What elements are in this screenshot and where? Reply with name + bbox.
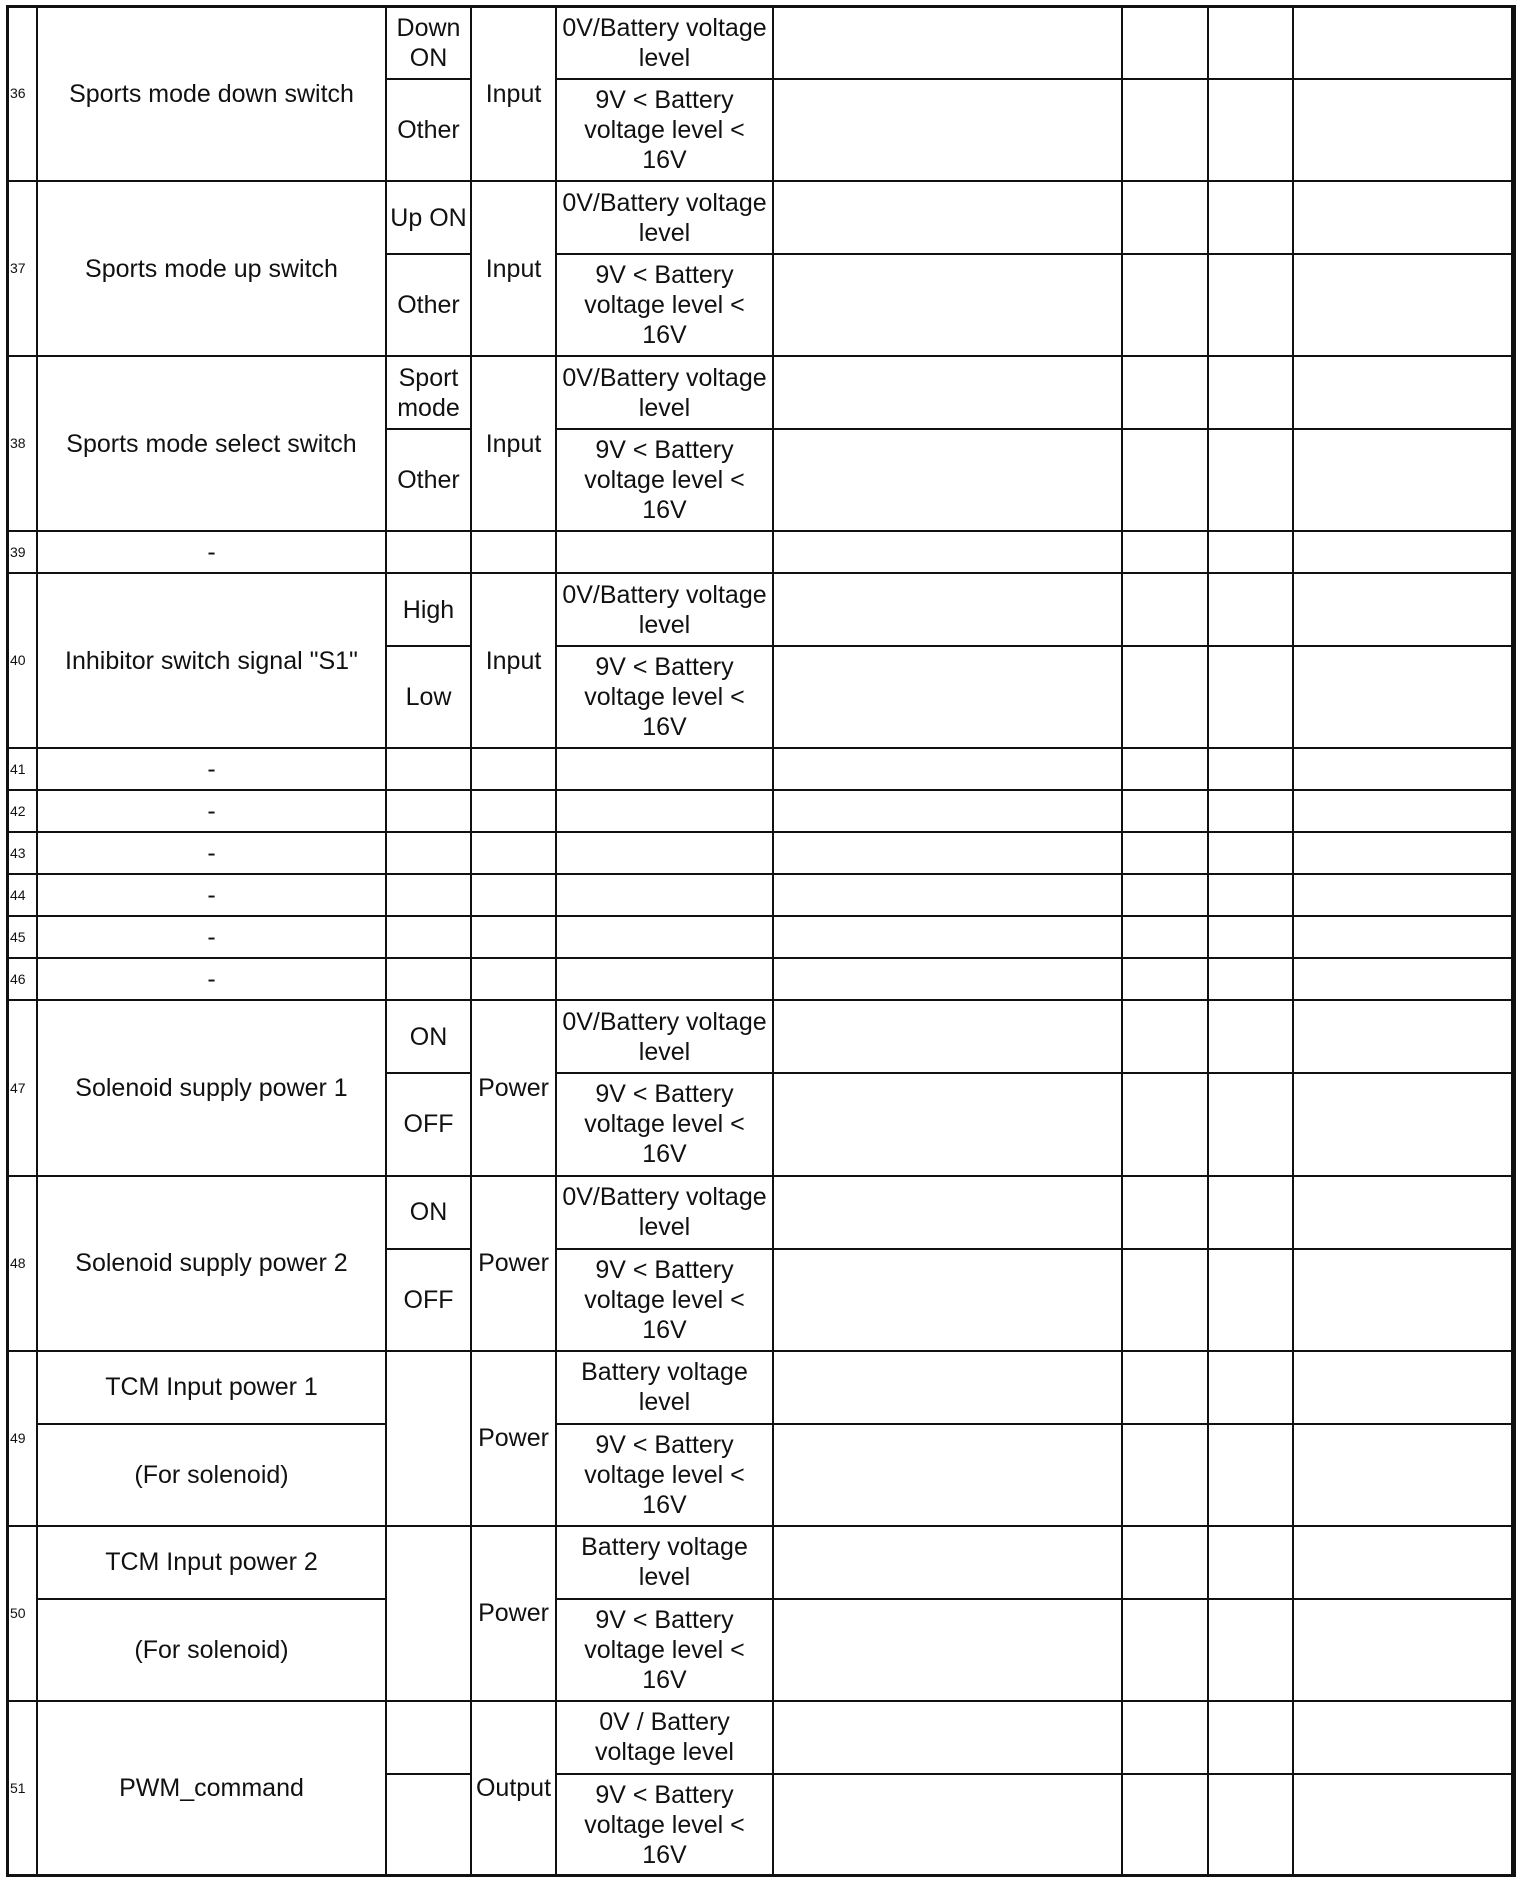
empty-cell: [1208, 916, 1293, 958]
empty-cell: [1293, 79, 1515, 181]
terminal-description: Solenoid supply power 1: [37, 1000, 386, 1175]
empty-cell: [1122, 573, 1208, 646]
empty-cell: [1208, 181, 1293, 254]
empty-cell: [773, 1249, 1122, 1351]
empty-cell: [1122, 1526, 1208, 1599]
voltage-level: 9V < Battery voltage level < 16V: [556, 254, 773, 356]
empty-cell: [1122, 79, 1208, 181]
terminal-number: 43: [7, 832, 37, 874]
condition-cell: Other: [386, 254, 471, 356]
voltage-level: 9V < Battery voltage level < 16V: [556, 646, 773, 748]
empty-cell: [773, 646, 1122, 748]
empty-cell: [1122, 429, 1208, 531]
empty-cell: [1293, 356, 1515, 429]
empty-cell: [471, 790, 556, 832]
empty-cell: [1293, 1526, 1515, 1599]
empty-cell: [386, 748, 471, 790]
empty-cell: [1293, 790, 1515, 832]
empty-cell: [1122, 1424, 1208, 1526]
table-row: [7, 356, 1515, 429]
terminal-description: -: [37, 832, 386, 874]
table-row: [7, 832, 1515, 874]
empty-cell: [773, 181, 1122, 254]
table-row: [7, 1176, 1515, 1249]
voltage-level: 0V / Battery voltage level: [556, 1701, 773, 1774]
empty-cell: [1122, 1176, 1208, 1249]
empty-cell: [1208, 1701, 1293, 1774]
terminal-description: Sports mode select switch: [37, 356, 386, 531]
signal-type: Input: [471, 356, 556, 531]
terminal-number: 49: [7, 1351, 37, 1526]
empty-cell: [386, 874, 471, 916]
empty-cell: [773, 429, 1122, 531]
table-row: [7, 181, 1515, 254]
empty-cell: [1122, 790, 1208, 832]
empty-cell: [1208, 646, 1293, 748]
empty-cell: [773, 874, 1122, 916]
empty-cell: [1122, 958, 1208, 1000]
terminal-number: 38: [7, 356, 37, 531]
terminal-description: Sports mode down switch: [37, 6, 386, 181]
terminal-table: [6, 5, 1516, 1877]
condition-cell: Other: [386, 429, 471, 531]
terminal-number: 44: [7, 874, 37, 916]
table-row: [7, 531, 1515, 573]
empty-cell: [1208, 832, 1293, 874]
empty-cell: [471, 874, 556, 916]
terminal-description: PWM_command: [37, 1701, 386, 1876]
empty-cell: [556, 958, 773, 1000]
terminal-number: 39: [7, 531, 37, 573]
condition-cell: Up ON: [386, 181, 471, 254]
empty-cell: [1122, 874, 1208, 916]
empty-cell: [773, 6, 1122, 79]
empty-cell: [1293, 1249, 1515, 1351]
terminal-description: Inhibitor switch signal "S1": [37, 573, 386, 748]
voltage-level: 9V < Battery voltage level < 16V: [556, 1249, 773, 1351]
terminal-description-note: (For solenoid): [37, 1424, 386, 1526]
terminal-number: 48: [7, 1176, 37, 1351]
empty-cell: [1293, 254, 1515, 356]
empty-cell: [1208, 748, 1293, 790]
empty-cell: [773, 1526, 1122, 1599]
empty-cell: [773, 356, 1122, 429]
empty-cell: [773, 1000, 1122, 1073]
table-row: [7, 1701, 1515, 1774]
empty-cell: [1122, 254, 1208, 356]
empty-cell: [386, 958, 471, 1000]
empty-cell: [1293, 958, 1515, 1000]
terminal-number: 47: [7, 1000, 37, 1175]
terminal-description: -: [37, 916, 386, 958]
empty-cell: [556, 790, 773, 832]
terminal-number: 46: [7, 958, 37, 1000]
empty-cell: [556, 748, 773, 790]
empty-cell: [773, 1073, 1122, 1175]
empty-cell: [773, 1424, 1122, 1526]
empty-cell: [386, 1774, 471, 1876]
condition-cell: Down ON: [386, 6, 471, 79]
empty-cell: [1122, 916, 1208, 958]
empty-cell: [1293, 1000, 1515, 1073]
terminal-description: -: [37, 874, 386, 916]
empty-cell: [1293, 748, 1515, 790]
empty-cell: [1122, 832, 1208, 874]
empty-cell: [1293, 573, 1515, 646]
empty-cell: [386, 531, 471, 573]
empty-cell: [1208, 1249, 1293, 1351]
table-row: [7, 916, 1515, 958]
signal-type: Output: [471, 1701, 556, 1876]
empty-cell: [1293, 1701, 1515, 1774]
empty-cell: [1208, 1351, 1293, 1424]
empty-cell: [773, 748, 1122, 790]
terminal-number: 51: [7, 1701, 37, 1876]
terminal-description: -: [37, 748, 386, 790]
empty-cell: [773, 1351, 1122, 1424]
table-row: [7, 1599, 1515, 1701]
voltage-level: Battery voltage level: [556, 1526, 773, 1599]
table-row: [7, 874, 1515, 916]
terminal-number: 36: [7, 6, 37, 181]
signal-type: Power: [471, 1000, 556, 1175]
empty-cell: [773, 958, 1122, 1000]
empty-cell: [1208, 1599, 1293, 1701]
empty-cell: [556, 874, 773, 916]
empty-cell: [1293, 429, 1515, 531]
empty-cell: [1122, 181, 1208, 254]
empty-cell: [556, 832, 773, 874]
empty-cell: [471, 958, 556, 1000]
signal-type: Input: [471, 6, 556, 181]
empty-cell: [1293, 916, 1515, 958]
empty-cell: [1208, 790, 1293, 832]
condition-cell: OFF: [386, 1249, 471, 1351]
empty-cell: [773, 1599, 1122, 1701]
empty-cell: [1293, 1073, 1515, 1175]
table-row: [7, 1424, 1515, 1526]
table-row: [7, 748, 1515, 790]
condition-cell: ON: [386, 1176, 471, 1249]
voltage-level: 0V/Battery voltage level: [556, 6, 773, 79]
table-row: [7, 1526, 1515, 1599]
empty-cell: [1122, 1351, 1208, 1424]
empty-cell: [1122, 1073, 1208, 1175]
empty-cell: [1293, 1774, 1515, 1876]
empty-cell: [1293, 646, 1515, 748]
empty-cell: [1208, 1073, 1293, 1175]
empty-cell: [1293, 531, 1515, 573]
empty-cell: [1122, 356, 1208, 429]
empty-cell: [386, 1351, 471, 1526]
voltage-level: 9V < Battery voltage level < 16V: [556, 1774, 773, 1876]
empty-cell: [1208, 6, 1293, 79]
terminal-number: 45: [7, 916, 37, 958]
empty-cell: [1293, 1351, 1515, 1424]
terminal-description: TCM Input power 2: [37, 1526, 386, 1599]
terminal-description-note: (For solenoid): [37, 1599, 386, 1701]
condition-cell: High: [386, 573, 471, 646]
condition-cell: Low: [386, 646, 471, 748]
terminal-number: 40: [7, 573, 37, 748]
empty-cell: [1122, 748, 1208, 790]
table-row: [7, 573, 1515, 646]
signal-type: Power: [471, 1526, 556, 1701]
terminal-number: 41: [7, 748, 37, 790]
condition-cell: Sport mode: [386, 356, 471, 429]
empty-cell: [773, 790, 1122, 832]
empty-cell: [1122, 1599, 1208, 1701]
empty-cell: [1208, 874, 1293, 916]
empty-cell: [386, 1701, 471, 1774]
table-row: [7, 1000, 1515, 1073]
terminal-number: 42: [7, 790, 37, 832]
terminal-number: 37: [7, 181, 37, 356]
empty-cell: [1122, 1000, 1208, 1073]
voltage-level: 9V < Battery voltage level < 16V: [556, 429, 773, 531]
empty-cell: [1122, 1701, 1208, 1774]
empty-cell: [556, 916, 773, 958]
empty-cell: [773, 832, 1122, 874]
empty-cell: [773, 254, 1122, 356]
table-row: [7, 6, 1515, 79]
empty-cell: [1122, 646, 1208, 748]
empty-cell: [471, 832, 556, 874]
empty-cell: [1293, 1424, 1515, 1526]
table-row: [7, 1351, 1515, 1424]
empty-cell: [1208, 1526, 1293, 1599]
empty-cell: [1208, 1424, 1293, 1526]
empty-cell: [1208, 573, 1293, 646]
empty-cell: [1208, 254, 1293, 356]
empty-cell: [1293, 6, 1515, 79]
empty-cell: [1293, 832, 1515, 874]
voltage-level: 0V/Battery voltage level: [556, 1176, 773, 1249]
empty-cell: [773, 79, 1122, 181]
voltage-level: 9V < Battery voltage level < 16V: [556, 1073, 773, 1175]
voltage-level: 9V < Battery voltage level < 16V: [556, 1424, 773, 1526]
empty-cell: [1208, 958, 1293, 1000]
empty-cell: [386, 832, 471, 874]
empty-cell: [1208, 1774, 1293, 1876]
terminal-description: Solenoid supply power 2: [37, 1176, 386, 1351]
terminal-description: -: [37, 958, 386, 1000]
signal-type: Power: [471, 1351, 556, 1526]
empty-cell: [773, 1701, 1122, 1774]
terminal-description: TCM Input power 1: [37, 1351, 386, 1424]
empty-cell: [1208, 356, 1293, 429]
terminal-description: Sports mode up switch: [37, 181, 386, 356]
signal-type: Power: [471, 1176, 556, 1351]
terminal-number: 50: [7, 1526, 37, 1701]
empty-cell: [773, 573, 1122, 646]
voltage-level: Battery voltage level: [556, 1351, 773, 1424]
voltage-level: 0V/Battery voltage level: [556, 573, 773, 646]
signal-type: Input: [471, 181, 556, 356]
empty-cell: [386, 1526, 471, 1701]
empty-cell: [471, 531, 556, 573]
condition-cell: ON: [386, 1000, 471, 1073]
empty-cell: [1208, 1000, 1293, 1073]
terminal-description: -: [37, 790, 386, 832]
empty-cell: [1122, 531, 1208, 573]
empty-cell: [1208, 429, 1293, 531]
voltage-level: 9V < Battery voltage level < 16V: [556, 1599, 773, 1701]
voltage-level: 0V/Battery voltage level: [556, 1000, 773, 1073]
empty-cell: [1122, 1774, 1208, 1876]
voltage-level: 0V/Battery voltage level: [556, 181, 773, 254]
empty-cell: [1208, 531, 1293, 573]
terminal-description: -: [37, 531, 386, 573]
empty-cell: [1293, 874, 1515, 916]
table-row: [7, 790, 1515, 832]
empty-cell: [773, 916, 1122, 958]
empty-cell: [386, 790, 471, 832]
condition-cell: Other: [386, 79, 471, 181]
empty-cell: [1208, 79, 1293, 181]
voltage-level: 0V/Battery voltage level: [556, 356, 773, 429]
empty-cell: [471, 748, 556, 790]
empty-cell: [471, 916, 556, 958]
empty-cell: [773, 1774, 1122, 1876]
empty-cell: [1293, 181, 1515, 254]
signal-type: Input: [471, 573, 556, 748]
empty-cell: [1208, 1176, 1293, 1249]
empty-cell: [386, 916, 471, 958]
table-row: [7, 958, 1515, 1000]
empty-cell: [556, 531, 773, 573]
empty-cell: [1122, 1249, 1208, 1351]
empty-cell: [1122, 6, 1208, 79]
empty-cell: [1293, 1599, 1515, 1701]
voltage-level: 9V < Battery voltage level < 16V: [556, 79, 773, 181]
empty-cell: [1293, 1176, 1515, 1249]
empty-cell: [773, 1176, 1122, 1249]
empty-cell: [773, 531, 1122, 573]
condition-cell: OFF: [386, 1073, 471, 1175]
